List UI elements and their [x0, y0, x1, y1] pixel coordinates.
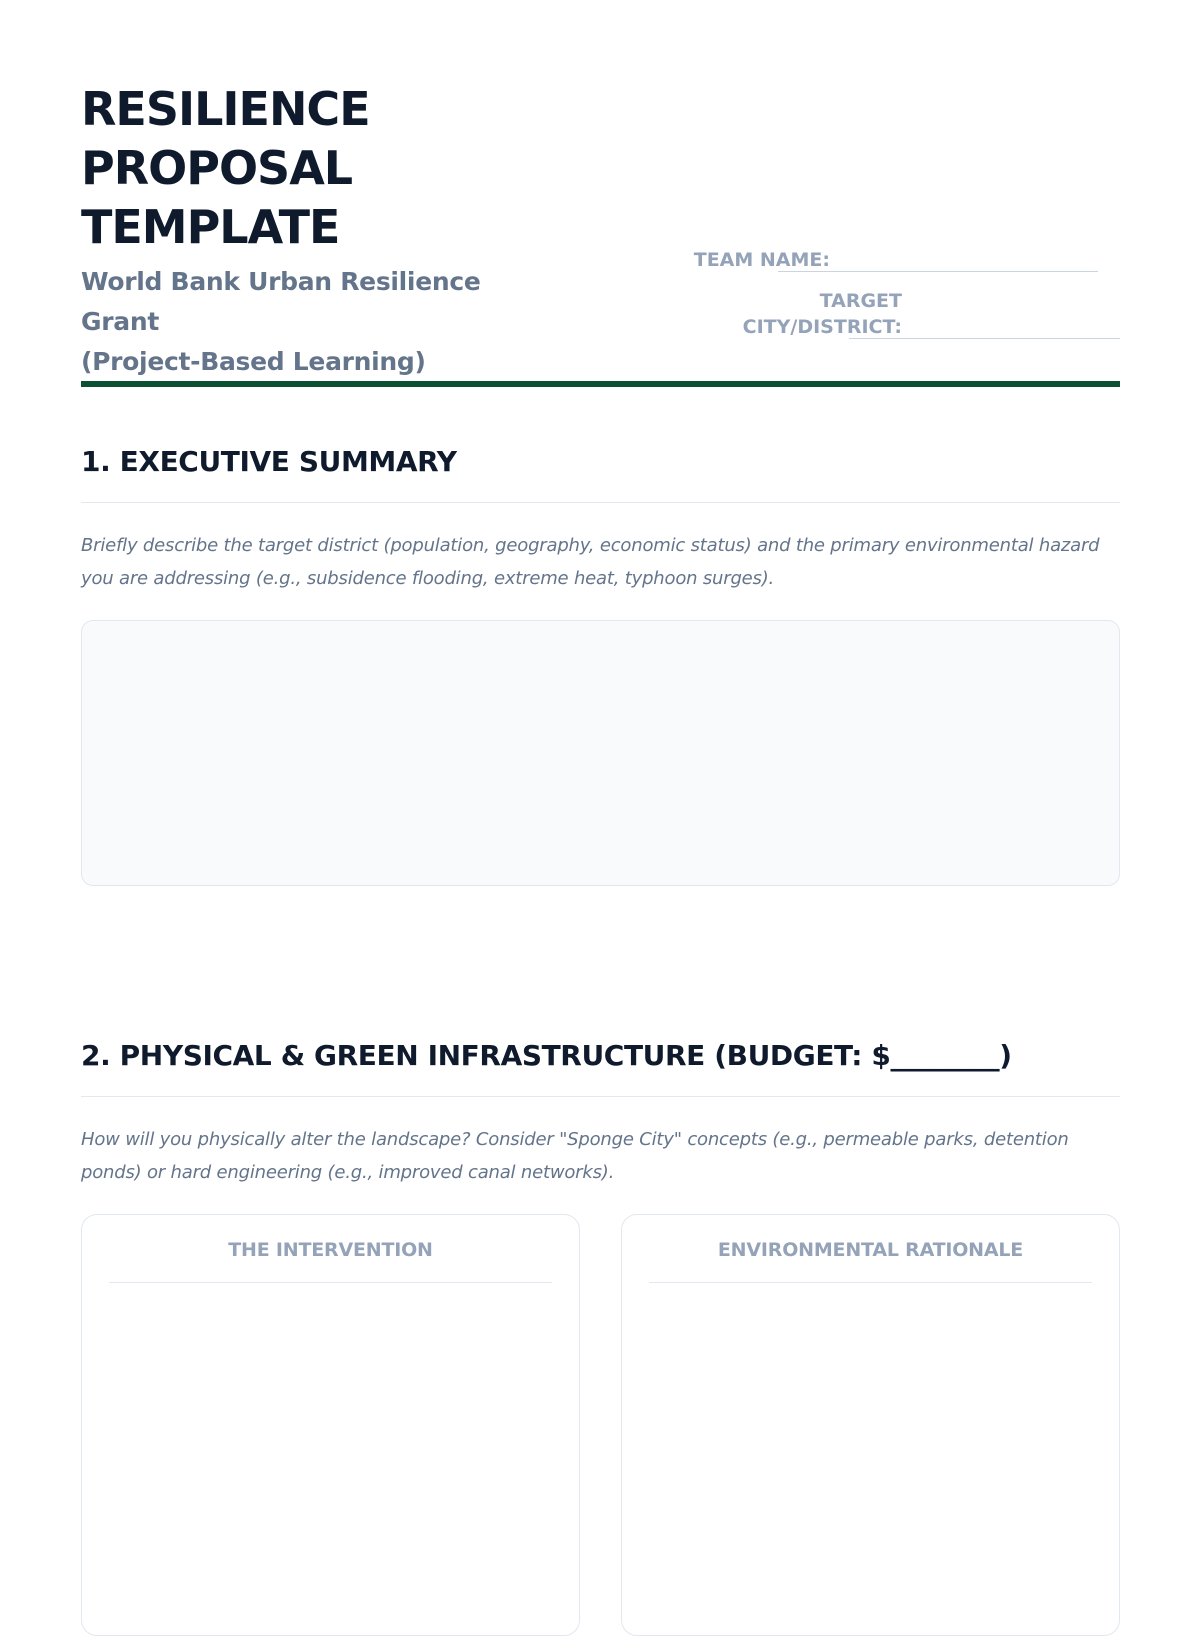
intervention-box: [81, 1214, 580, 1636]
document-title-line: PROPOSAL: [81, 141, 353, 195]
section-title: 2. PHYSICAL & GREEN INFRASTRUCTURE (BUDGET: $________): [81, 1039, 1012, 1072]
intervention-heading: THE INTERVENTION: [228, 1239, 433, 1261]
column-divider: [109, 1282, 552, 1283]
section-title: 1. EXECUTIVE SUMMARY: [81, 445, 457, 478]
target-city-label-line: CITY/DISTRICT:: [742, 316, 902, 338]
document-subtitle: [81, 262, 551, 382]
intervention-answer-area[interactable]: [109, 1295, 552, 1615]
infrastructure-section: [81, 1038, 1120, 1189]
column-divider: [649, 1282, 1092, 1283]
proposal-page: [81, 0, 1120, 1183]
header-divider: [81, 381, 1120, 387]
team-name-field[interactable]: [778, 271, 1098, 272]
document-title-line: TEMPLATE: [81, 200, 340, 254]
document-header: [81, 0, 1120, 388]
executive-summary-answer-box[interactable]: [81, 620, 1120, 886]
target-city-field[interactable]: [849, 338, 1120, 339]
section-divider: [81, 502, 1120, 503]
target-city-label: [641, 288, 902, 340]
subtitle-line: (Project-Based Learning): [81, 347, 426, 376]
section-divider: [81, 1096, 1120, 1097]
subtitle-line: World Bank Urban Resilience Grant: [81, 267, 481, 336]
team-name-label: TEAM NAME:: [693, 249, 830, 271]
executive-summary-section: [81, 444, 1120, 595]
document-title-line: RESILIENCE: [81, 82, 370, 136]
section-prompt: How will you physically alter the landscape? Consider "Sponge City" concepts (e.g., permeable parks, detention ponds) or hard engineering (e.g., improved canal networks).: [81, 1129, 1069, 1183]
environmental-rationale-box: [621, 1214, 1120, 1636]
target-city-label-line: TARGET: [819, 290, 902, 312]
document-title: [81, 80, 441, 257]
section-prompt: Briefly describe the target district (population, geography, economic status) and the primary environmental hazard you are addressing (e.g., subsidence flooding, extreme heat, typhoon surges).: [81, 535, 1100, 589]
environmental-rationale-heading: ENVIRONMENTAL RATIONALE: [717, 1239, 1024, 1261]
environmental-rationale-answer-area[interactable]: [649, 1295, 1092, 1615]
